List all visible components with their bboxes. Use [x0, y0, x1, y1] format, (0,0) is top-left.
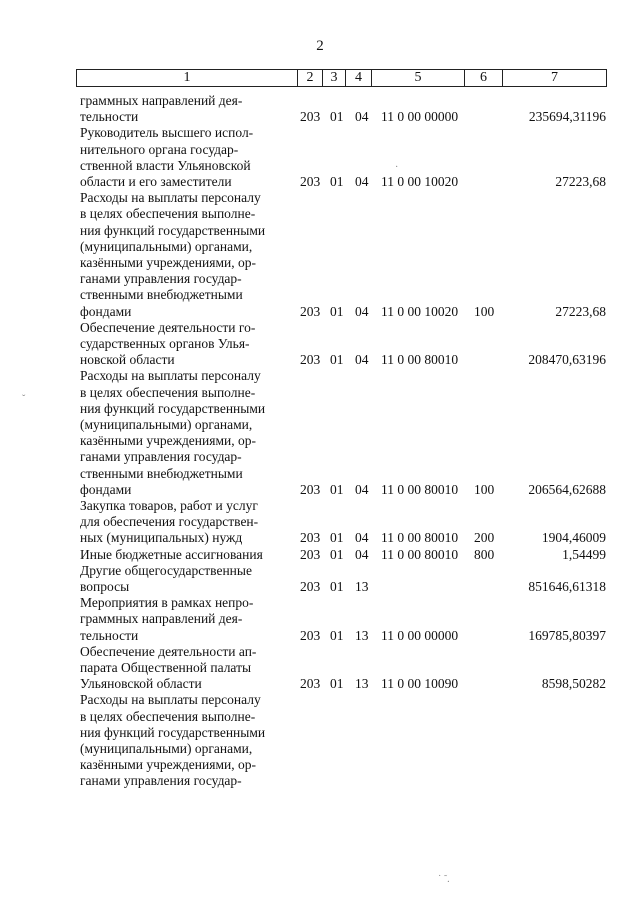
row-name-line: ния функций государственными: [80, 400, 266, 416]
row-name-line: ганами управления государ-: [80, 773, 242, 789]
cell-c3: 01: [330, 109, 344, 125]
row-name-line: Иные бюджетные ассигнования: [80, 546, 263, 562]
cell-c2: 203: [300, 109, 321, 125]
cell-c4: 13: [355, 578, 369, 594]
header-col-7: 7: [551, 70, 558, 85]
cell-c7: 851646,61318: [528, 578, 606, 594]
cell-c2: 203: [300, 481, 321, 497]
cell-c7: 1,54499: [562, 546, 606, 562]
cell-c2: 203: [300, 627, 321, 643]
row-name-line: Расходы на выплаты персоналу: [80, 368, 261, 384]
row-name-line: ния функций государственными: [80, 222, 266, 238]
cell-c6: 100: [474, 481, 495, 497]
row-name-line: области и его заместители: [80, 174, 232, 189]
row-name-line: ных (муниципальных) нужд: [80, 530, 243, 546]
cell-c4: 04: [355, 352, 369, 368]
cell-c3: 01: [330, 352, 344, 368]
row-name-line: Обеспечение деятельности ап-: [80, 643, 257, 659]
row-name-line: Расходы на выплаты персоналу: [80, 190, 261, 206]
row-name-line: ственной власти Ульяновской: [80, 157, 251, 173]
row-name-line: Обеспечение деятельности го-: [80, 319, 256, 335]
row-name-line: для обеспечения государствен-: [80, 514, 259, 530]
cell-c3: 01: [330, 578, 344, 594]
cell-c4: 04: [355, 481, 369, 497]
row-name-line: вопросы: [80, 579, 130, 594]
header-col-6: 6: [465, 70, 503, 86]
row-name-line: ния функций государственными: [80, 724, 266, 740]
cell-c2: 203: [300, 173, 321, 189]
row-name-line: ственными внебюджетными: [80, 287, 243, 303]
cell-c3: 01: [330, 627, 344, 643]
cell-c5: 11 0 00 10090: [381, 676, 459, 692]
cell-c4: 04: [355, 546, 369, 562]
header-col-2: 2: [298, 70, 323, 86]
row-name: [80, 320, 294, 369]
cell-c5: 11 0 00 00000: [381, 109, 459, 125]
row-name-line: граммных направлений дея-: [80, 611, 243, 627]
row-name: [80, 125, 294, 190]
cell-c6: 800: [474, 546, 495, 562]
cell-c5: 11 0 00 10020: [381, 303, 459, 319]
cell-c2: 203: [300, 303, 321, 319]
cell-c3: 01: [330, 173, 344, 189]
row-name-line: казёнными учреждениями, ор-: [80, 433, 256, 449]
cell-c3: 01: [330, 303, 344, 319]
cell-c3: 01: [330, 676, 344, 692]
row-name: [80, 547, 294, 563]
row-name: [80, 190, 294, 320]
row-name-line: фондами: [80, 481, 132, 497]
cell-c3: 01: [330, 530, 344, 546]
row-name-line: ганами управления государ-: [80, 271, 242, 287]
scan-mark: ·: [395, 162, 399, 173]
row-name: [80, 93, 294, 125]
cell-c4: 04: [355, 303, 369, 319]
row-name-line: Ульяновской области: [80, 676, 202, 692]
header-col-5: 5: [372, 70, 465, 86]
cell-c4: 13: [355, 676, 369, 692]
row-name-line: Мероприятия в рамках непро-: [80, 595, 254, 611]
row-name: [80, 595, 294, 644]
row-name: [80, 692, 294, 789]
cell-c5: 11 0 00 80010: [381, 530, 459, 546]
row-name-line: в целях обеспечения выполне-: [80, 206, 256, 222]
cell-c4: 13: [355, 627, 369, 643]
header-col-4: 4: [346, 70, 372, 86]
row-name-line: (муниципальными) органами,: [80, 741, 253, 756]
row-name: [80, 368, 294, 498]
row-name-line: Руководитель высшего испол-: [80, 125, 254, 141]
row-name-line: (муниципальными) органами,: [80, 417, 253, 432]
row-name-line: (муниципальными) органами,: [80, 238, 253, 254]
page-number: 2: [316, 38, 324, 54]
scan-mark: ˙ ˜.: [438, 874, 450, 885]
row-name-line: граммных направлений дея-: [80, 93, 243, 108]
header-col-1: 1: [77, 70, 298, 86]
cell-c2: 203: [300, 546, 321, 562]
cell-c7: 169785,80397: [528, 627, 606, 643]
row-name-line: ганами управления государ-: [80, 449, 242, 465]
cell-c7: 8598,50282: [541, 676, 606, 692]
header-col-3: 3: [323, 70, 346, 86]
cell-c7: 27223,68: [555, 303, 606, 319]
cell-c7: 27223,68: [555, 173, 606, 189]
row-name-line: в целях обеспечения выполне-: [80, 708, 256, 724]
cell-c7: 206564,62688: [528, 481, 606, 497]
row-name-line: нительного органа государ-: [80, 141, 239, 157]
cell-c7: 235694,31196: [528, 109, 606, 125]
cell-c6: 200: [474, 530, 495, 546]
table-column-header: [76, 69, 607, 87]
cell-c2: 203: [300, 578, 321, 594]
row-name: [80, 563, 294, 595]
row-name-line: новской области: [80, 352, 175, 368]
row-name-line: казёнными учреждениями, ор-: [80, 255, 256, 270]
cell-c3: 01: [330, 546, 344, 562]
row-name-line: Расходы на выплаты персоналу: [80, 692, 261, 708]
row-name-line: тельности: [80, 627, 139, 643]
row-name: [80, 498, 294, 547]
cell-c5: 11 0 00 10020: [381, 173, 459, 189]
row-name-line: Другие общегосударственные: [80, 562, 252, 578]
row-name: [80, 644, 294, 693]
row-name-line: тельности: [80, 109, 139, 125]
cell-c7: 1904,46009: [541, 530, 606, 546]
cell-c5: 11 0 00 00000: [381, 627, 459, 643]
cell-c6: 100: [474, 303, 495, 319]
cell-c7: 208470,63196: [528, 352, 606, 368]
cell-c4: 04: [355, 173, 369, 189]
cell-c2: 203: [300, 530, 321, 546]
cell-c5: 11 0 00 80010: [381, 481, 459, 497]
cell-c4: 04: [355, 530, 369, 546]
cell-c5: 11 0 00 80010: [381, 546, 459, 562]
row-name-line: в целях обеспечения выполне-: [80, 384, 256, 400]
cell-c2: 203: [300, 676, 321, 692]
row-name-line: парата Общественной палаты: [80, 660, 252, 675]
row-name-line: Закупка товаров, работ и услуг: [80, 498, 258, 513]
row-name-line: казёнными учреждениями, ор-: [80, 757, 256, 773]
row-name-line: ственными внебюджетными: [80, 465, 243, 481]
cell-c5: 11 0 00 80010: [381, 352, 459, 368]
cell-c4: 04: [355, 109, 369, 125]
cell-c2: 203: [300, 352, 321, 368]
scan-mark: ˇ: [22, 394, 26, 405]
cell-c3: 01: [330, 481, 344, 497]
row-name-line: фондами: [80, 303, 132, 319]
row-name-line: сударственных органов Улья-: [80, 336, 250, 351]
